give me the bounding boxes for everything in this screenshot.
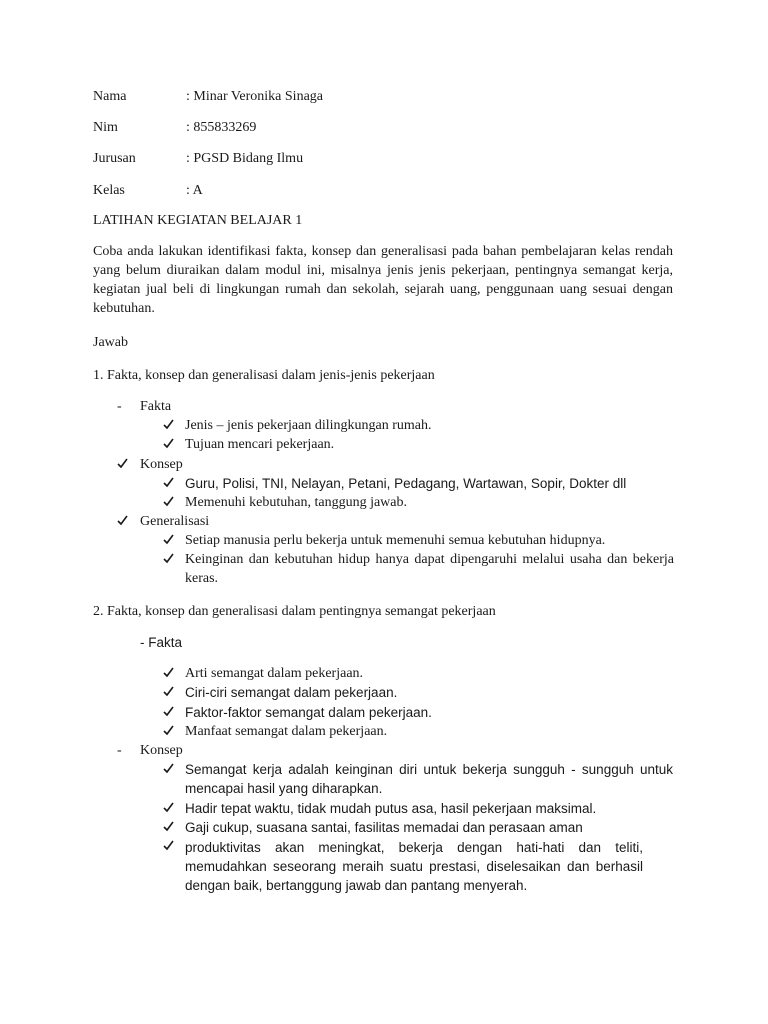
checkmark-icon <box>163 667 174 678</box>
checkmark-icon <box>163 725 174 736</box>
section2-konsep-label: Konsep <box>140 743 183 758</box>
section2-heading: 2. Fakta, konsep dan generalisasi dalam pentingnya semangat pekerjaan <box>93 604 496 619</box>
section1-konsep-item: Memenuhi kebutuhan, tanggung jawab. <box>185 495 408 510</box>
checkmark-icon <box>163 419 174 430</box>
section2-konsep-bullet: - <box>117 743 122 758</box>
checkmark-icon <box>163 553 174 564</box>
checkmark-icon <box>163 438 174 449</box>
answer-label: Jawab <box>93 335 128 350</box>
checkmark-icon <box>163 706 174 717</box>
checkmark-icon <box>163 496 174 507</box>
section1-generalisasi-label: Generalisasi <box>140 514 210 529</box>
section1-fakta-item: Tujuan mencari pekerjaan. <box>185 437 335 452</box>
intro-paragraph: Coba anda lakukan identifikasi fakta, konsep dan generalisasi pada bahan pembelajaran kelas rendah yang belum diuraikan dalam modul ini, misalnya jenis jenis pekerjaan, pentingnya semangat kerja, kegiatan jual beli di lingkungan rumah dan sekolah, sejarah uang, penggunaan uang sesuai dengan kebutuhan. <box>93 244 673 316</box>
checkmark-icon <box>163 477 174 488</box>
section2-konsep-item: Gaji cukup, suasana santai, fasilitas memadai dan perasaan aman <box>185 820 583 835</box>
section1-heading: 1. Fakta, konsep dan generalisasi dalam jenis-jenis pekerjaan <box>93 368 435 383</box>
section2-konsep-item: Hadir tepat waktu, tidak mudah putus asa, hasil pekerjaan maksimal. <box>185 801 597 816</box>
section1-generalisasi-item: Keinginan dan kebutuhan hidup hanya dapat dipengaruhi melalui usaha dan bekerja keras. <box>185 552 674 586</box>
section1-konsep-item: Guru, Polisi, TNI, Nelayan, Petani, Pedagang, Wartawan, Sopir, Dokter dll <box>185 476 627 491</box>
kelas-label: Kelas <box>93 183 125 198</box>
section2-fakta-item: Manfaat semangat dalam pekerjaan. <box>185 724 388 739</box>
checkmark-icon <box>117 458 128 469</box>
checkmark-icon <box>163 840 174 851</box>
name-value: : Minar Veronika Sinaga <box>186 89 323 104</box>
page-title: LATIHAN KEGIATAN BELAJAR 1 <box>93 213 303 228</box>
section2-konsep-item: Semangat kerja adalah keinginan diri untuk bekerja sungguh - sungguh untuk mencapai hasil yang diharapkan. <box>185 762 673 796</box>
section1-fakta-bullet: - <box>117 399 122 414</box>
section2-fakta-label: - Fakta <box>140 635 183 650</box>
name-label: Nama <box>93 89 127 104</box>
jurusan-value: : PGSD Bidang Ilmu <box>186 151 304 166</box>
kelas-value: : A <box>186 183 203 198</box>
section1-fakta-label: Fakta <box>140 399 172 414</box>
checkmark-icon <box>163 763 174 774</box>
checkmark-icon <box>163 534 174 545</box>
section2-konsep-item: produktivitas akan meningkat, bekerja dengan hati-hati dan teliti, memudahkan seseorang meraih suatu prestasi, diselesaikan dan berhasil dengan baik, bertanggung jawab dan pantang menyerah. <box>185 840 643 893</box>
section1-konsep-label: Konsep <box>140 457 183 472</box>
checkmark-icon <box>117 515 128 526</box>
section2-fakta-item: Arti semangat dalam pekerjaan. <box>185 666 364 681</box>
section1-generalisasi-item: Setiap manusia perlu bekerja untuk memenuhi semua kebutuhan hidupnya. <box>185 533 606 548</box>
jurusan-label: Jurusan <box>93 151 136 166</box>
section2-fakta-item: Faktor-faktor semangat dalam pekerjaan. <box>185 705 432 720</box>
section2-fakta-item: Ciri-ciri semangat dalam pekerjaan. <box>185 685 398 700</box>
nim-value: : 855833269 <box>186 120 257 135</box>
checkmark-icon <box>163 802 174 813</box>
checkmark-icon <box>163 821 174 832</box>
nim-label: Nim <box>93 120 118 135</box>
section1-fakta-item: Jenis – jenis pekerjaan dilingkungan rumah. <box>185 418 432 433</box>
checkmark-icon <box>163 686 174 697</box>
